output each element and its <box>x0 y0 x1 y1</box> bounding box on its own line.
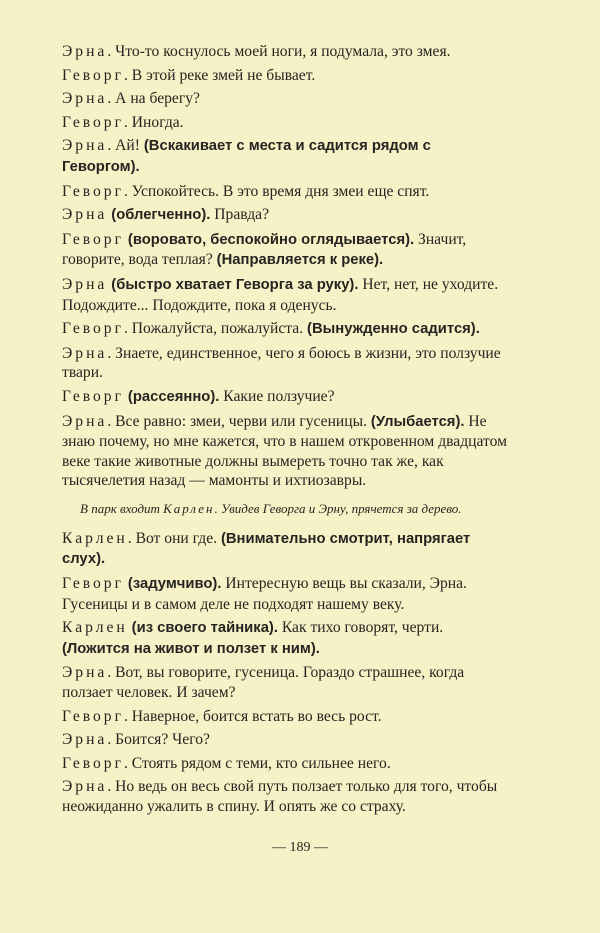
line-text: . Наверное, боится встать во весь рост. <box>124 707 382 725</box>
speaker-name: Геворг <box>62 575 124 593</box>
speaker-name: Эрна <box>62 664 108 682</box>
line-text: . Пожалуйста, пожалуйста. <box>124 320 308 338</box>
line-text: . Знаете, единственное, чего я боюсь в жизни, это ползучие твари. <box>62 344 501 382</box>
dialogue-line <box>62 387 508 408</box>
speaker-name: Эрна <box>62 778 108 796</box>
stage-direction: (воровато, беспокойно оглядывается). <box>127 231 415 248</box>
speaker-name: Карлен <box>62 619 128 637</box>
play-text <box>62 42 508 821</box>
line-text: . Что-то коснулось моей ноги, я подумала, это змея. <box>107 43 451 60</box>
stage-direction: (облегченно). <box>111 207 211 224</box>
speaker-name: Эрна <box>62 275 108 293</box>
dialogue-line <box>62 182 508 202</box>
speaker-name: Эрна <box>62 412 108 430</box>
speaker-name: Эрна <box>62 43 108 60</box>
page-number: — 189 — <box>272 840 328 855</box>
speaker-name: Эрна <box>62 90 108 108</box>
line-text: Нет, нет, не уходите. Подождите... Подождите, пока я оденусь. <box>62 275 499 314</box>
speaker-name: Карлен <box>62 529 128 547</box>
stage-direction: (Вскакивает с места и садится рядом с Геворгом). <box>62 138 431 175</box>
dialogue-line <box>62 344 508 383</box>
line-text: . Иногда. <box>124 113 184 131</box>
stage-direction: (быстро хватает Геворга за руку). <box>111 276 359 293</box>
line-text: Как тихо говорят, черти. <box>277 619 444 637</box>
line-text: Интересную вещь вы сказали, Эрна. Гусеницы и в самом деле не подходят нашему веку. <box>62 575 467 613</box>
dialogue-line <box>62 205 508 226</box>
dialogue-line <box>62 136 508 177</box>
line-text: Какие ползучие? <box>219 387 335 405</box>
speaker-name: Эрна <box>62 206 108 224</box>
stage-direction: (Вынужденно садится). <box>307 321 480 338</box>
line-text: . В этой реке змей не бывает. <box>124 66 316 84</box>
stage-direction: (Направляется к реке). <box>216 252 384 269</box>
dialogue-line <box>62 663 508 702</box>
stage-text: . Увидев Геворга и Эрну, прячется за дерево. <box>214 500 462 516</box>
dialogue-line <box>62 275 508 315</box>
line-text: . Ай! <box>107 137 144 155</box>
line-text: Правда? <box>210 206 270 224</box>
dialogue-line <box>62 618 508 659</box>
dialogue-line <box>62 412 508 491</box>
dialogue-line <box>62 66 508 86</box>
dialogue-line <box>62 319 508 340</box>
line-text: . Стоять рядом с теми, кто сильнее него. <box>124 754 391 772</box>
stage-direction: (Улыбается). <box>370 413 465 430</box>
dialogue-line <box>62 529 508 570</box>
dialogue-line <box>62 230 508 271</box>
stage-remark <box>80 501 508 517</box>
dialogue-line <box>62 574 508 614</box>
dialogue-line <box>62 113 508 133</box>
speaker-name: Геворг <box>62 182 124 200</box>
stage-direction: (Внимательно смотрит, напрягает слух). <box>62 530 471 568</box>
speaker-name: Геворг <box>62 707 124 725</box>
line-text: . Вот они где. <box>127 529 221 547</box>
speaker-name: Эрна <box>62 731 108 749</box>
dialogue-line <box>62 42 508 62</box>
stage-name: Карлен <box>163 500 215 516</box>
stage-direction: (рассеянно). <box>127 388 220 405</box>
speaker-name: Геворг <box>62 387 124 405</box>
dialogue-line <box>62 754 508 774</box>
dialogue-line <box>62 777 508 816</box>
speaker-name: Геворг <box>62 113 124 131</box>
stage-direction: (задумчиво). <box>127 576 222 593</box>
line-text: . Успокойтесь. В это время дня змеи еще спят. <box>124 182 430 200</box>
line-text: . Боится? Чего? <box>107 731 210 749</box>
dialogue-line <box>62 89 508 109</box>
line-text: . Но ведь он весь свой путь ползает только для того, чтобы неожиданно ужалить в спину. И опять же со страху. <box>62 778 498 815</box>
speaker-name: Геворг <box>62 754 124 772</box>
line-text: . А на берегу? <box>107 90 200 108</box>
stage-direction: (из своего тайника). <box>131 620 278 637</box>
speaker-name: Эрна <box>62 137 108 155</box>
speaker-name: Эрна <box>62 344 108 362</box>
dialogue-line <box>62 730 508 750</box>
speaker-name: Геворг <box>62 66 124 84</box>
stage-direction: (Ложится на живот и ползет к ним). <box>62 640 320 657</box>
dialogue-line <box>62 707 508 727</box>
speaker-name: Геворг <box>62 230 124 248</box>
line-text: Значит, говорите, вода теплая? <box>62 230 467 269</box>
line-text: . Все равно: змеи, черви или гусеницы. <box>107 412 371 430</box>
line-text: . Вот, вы говорите, гусеница. Гораздо страшнее, когда ползает человек. И зачем? <box>62 664 465 702</box>
speaker-name: Геворг <box>62 320 124 338</box>
line-text: Не знаю почему, но мне кажется, что в нашем откровенном двадцатом веке такие животные должны вымереть точно так же, как тысячелетия назад — мамонты и ихтиозавры. <box>62 412 507 490</box>
stage-text: В парк входит <box>80 500 164 516</box>
